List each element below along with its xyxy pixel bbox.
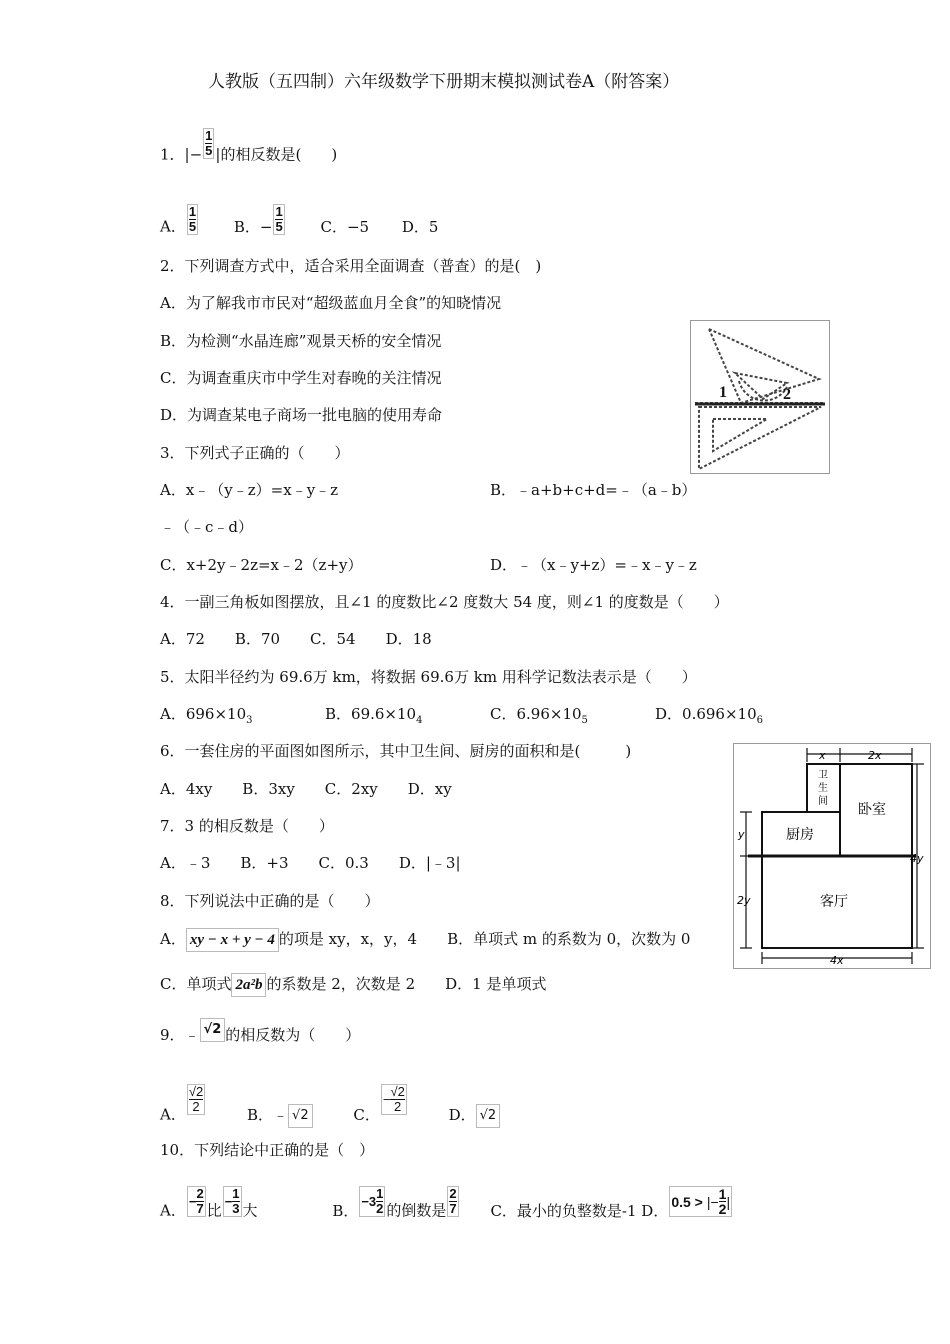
q5-option-c: C．$6.96\times 10_5$ xyxy=(490,705,588,726)
bathroom-label-3: 间 xyxy=(818,796,828,807)
q2-option-b: B．为检测“水晶连廊”观景天桥的安全情况 xyxy=(160,332,442,350)
q2-stem: 2．下列调查方式中，适合采用全面调查（普查）的是( ) xyxy=(160,257,542,275)
q9-optC-fraction: − √2 2 xyxy=(382,1084,405,1114)
q7-options: A．﹣3 B．+3 C．0.3 D．|﹣3| xyxy=(160,854,461,872)
angle-1-label: 1 xyxy=(719,384,727,401)
q1-optA-fraction: $\frac{1}{5}$ xyxy=(188,204,197,234)
q3-option-c: C．x+2y﹣2z=x﹣2（z+y） xyxy=(160,556,363,574)
q3-stem: 3．下列式子正确的（ ） xyxy=(160,444,350,462)
q8-monomial-expr: 2a²b xyxy=(231,973,266,997)
q2-option-c: C．为调查重庆市中学生对春晚的关注情况 xyxy=(160,369,442,387)
q5-option-a: A．$696\times 10_3$ xyxy=(160,705,253,726)
q1-post: |的相反数是( ) xyxy=(215,145,338,164)
q6-stem: 6．一套住房的平面图如图所示，其中卫生间、厨房的面积和是( ) xyxy=(160,742,632,760)
q2-option-d: D．为调查某电子商场一批电脑的使用寿命 xyxy=(160,406,443,424)
angle-2-label: 2 xyxy=(783,386,791,403)
q9-stem: 9．﹣ √2 的相反数为（ ） xyxy=(160,1024,360,1048)
q1-optB-fraction: $\frac{1}{5}$ xyxy=(275,204,283,234)
q10-stem: 10．下列结论中正确的是（ ） xyxy=(160,1141,375,1159)
triangle-rulers-figure xyxy=(690,320,830,474)
bathroom-label-2: 生 xyxy=(818,783,828,794)
q7-stem: 7．3 的相反数是（ ） xyxy=(160,817,334,835)
q1-pre: |− xyxy=(184,145,203,164)
q9-options: A． $\frac{√2}{2}$ B．﹣ √2 C． − √2 2 D． √2 xyxy=(160,1100,500,1131)
q10-optD-inequality: 0.5 > |− 1 2 | xyxy=(671,1186,731,1217)
q10-optA-fraction-2: − 1 3 xyxy=(224,1186,240,1216)
q10-optA-fraction-1: − 2 7 xyxy=(188,1186,204,1216)
dim-left-y: y xyxy=(738,828,745,841)
q10-options: A． − 2 7 比 − 1 3 大 B． −3 1 2 的倒数是 $\frac{2}{7}$ C．最小的负整数是-1 D． 0.5 > |− 1 2 | xyxy=(160,1186,731,1220)
living-room-label: 客厅 xyxy=(820,894,848,910)
q8-options-ab: A． xy − x + y − 4 的项是 xy，x，y，4 B．单项式 m 的系数为 0，次数为 0 xyxy=(160,928,690,952)
q9-optA-fraction: $\frac{√2}{2}$ xyxy=(188,1084,204,1114)
q9-radical: √2 xyxy=(200,1018,226,1042)
page-title: 人教版（五四制）六年级数学下册期末模拟测试卷A（附答案） xyxy=(208,72,680,92)
q1-number: 1． xyxy=(160,145,185,164)
q4-options: A．72 B．70 C．54 D．18 xyxy=(160,630,432,648)
dim-right-4y: 4y xyxy=(910,852,924,865)
q3-option-d: D．﹣（x﹣y+z）=﹣x﹣y﹣z xyxy=(490,556,697,574)
q1-fraction: $\frac{1}{5}$ xyxy=(205,128,213,158)
q9-optD-radical: √2 xyxy=(476,1104,501,1128)
q1-options: A． $\frac{1}{5}$ B．− $\frac{1}{5}$ C．−5 D．5 xyxy=(160,204,439,236)
q4-stem: 4．一副三角板如图摆放，且∠1 的度数比∠2 度数大 54 度，则∠1 的度数是（ ） xyxy=(160,593,729,611)
q6-options: A．4xy B．3xy C．2xy D．xy xyxy=(160,780,452,798)
q9-optB-radical: √2 xyxy=(288,1104,313,1128)
q3-option-a: A．x﹣（y﹣z）=x﹣y﹣z xyxy=(160,481,339,499)
q2-option-a: A．为了解我市市民对“超级蓝血月全食”的知晓情况 xyxy=(160,294,502,312)
q5-option-b: B．$69.6\times 10_4$ xyxy=(325,705,423,726)
dim-bottom-4x: 4x xyxy=(830,954,844,967)
floor-plan-figure xyxy=(733,743,931,969)
q5-stem: 5．太阳半径约为 69.6万 km，将数据 69.6万 km 用科学记数法表示是（ ） xyxy=(160,668,697,686)
question-1 xyxy=(160,128,338,171)
dim-top-x: x xyxy=(819,749,826,762)
q10-optB-mixed-number: −3 1 2 xyxy=(361,1186,384,1216)
q3-option-b: B．﹣a+b+c+d=﹣（a﹣b） xyxy=(490,481,697,499)
q8-polynomial-expr: xy − x + y − 4 xyxy=(186,928,279,952)
q3-option-b-cont: ﹣（﹣c﹣d） xyxy=(160,518,254,536)
q8-options-cd: C．单项式 2a²b 的系数是 2，次数是 2 D．1 是单项式 xyxy=(160,973,546,997)
q5-option-d: D．$0.696\times 10_6$ xyxy=(655,705,763,726)
dim-left-2y: 2y xyxy=(737,894,751,907)
dim-top-2x: 2x xyxy=(868,749,882,762)
q8-stem: 8．下列说法中正确的是（ ） xyxy=(160,892,380,910)
q10-optB-fraction: $\frac{2}{7}$ xyxy=(449,1186,457,1216)
kitchen-label: 厨房 xyxy=(786,827,814,843)
bathroom-label-1: 卫 xyxy=(818,770,828,781)
bedroom-label: 卧室 xyxy=(858,802,886,818)
